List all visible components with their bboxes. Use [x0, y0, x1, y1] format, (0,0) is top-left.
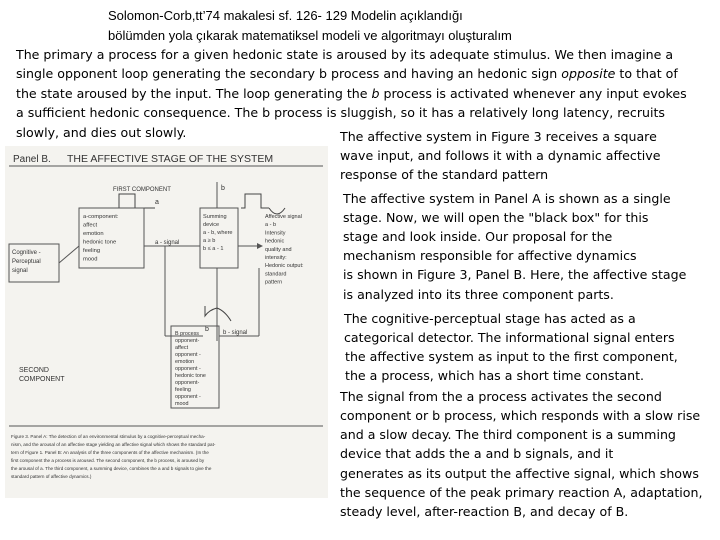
- header-line-2: bölümden yola çıkarak matematiksel modeli ve algoritmayı oluşturalım: [108, 28, 512, 43]
- bcomp-line: feeling: [175, 387, 191, 393]
- figure-diagram: [5, 146, 328, 498]
- b-signal-label: b - signal: [223, 330, 248, 336]
- bcomp-line: opponent -: [175, 394, 201, 400]
- right-text-line: the sequence of the peak primary reaction A, adaptation,: [340, 485, 703, 500]
- right-text-line: generates as its output the affective signal, which shows: [340, 466, 699, 481]
- caption-line: the arousal of a. The third component, a summing device, combines the a and b signals to give the: [11, 466, 212, 471]
- right-text-line: is analyzed into its three component parts.: [343, 287, 614, 302]
- bcomp-line: opponent -: [175, 366, 201, 372]
- right-text-line: the affective system as input to the first component,: [345, 349, 678, 364]
- right-text-line: wave input, and follows it with a dynamic affective: [340, 148, 661, 163]
- intro-line-1: The primary a process for a given hedonic state is aroused by its adequate stimulus. We then imagine a: [16, 47, 674, 62]
- aff-line: Intensity: [265, 230, 286, 237]
- right-text-line: categorical detector. The informational signal enters: [344, 330, 675, 345]
- right-text-line: stage. Now, we will open the "black box" for this: [343, 210, 649, 225]
- caption-line: standard pattern of affective dynamics.): [11, 474, 92, 479]
- panel-label: Panel B.: [13, 154, 51, 165]
- bcomp-line: B process: [175, 331, 199, 337]
- acomp-line: affect: [83, 222, 98, 229]
- a-component-box-text: [83, 214, 119, 263]
- aff-line: Hedonic output:: [265, 263, 304, 270]
- aff-line: hedonic: [265, 238, 285, 245]
- aff-line: quality and: [265, 246, 292, 253]
- aff-line: pattern: [265, 279, 283, 286]
- aff-line: Affective signal: [265, 214, 302, 220]
- right-text-line: device that adds the a and b signals, and it: [340, 446, 614, 461]
- intro-line-5: slowly, and dies out slowly.: [16, 124, 187, 140]
- bcomp-line: hedonic tone: [175, 373, 206, 379]
- aff-line: standard: [265, 271, 287, 278]
- caption-line: tern of Figure 1. Panel B: An analysis of the three components of the affective mechanism. (In the: [11, 450, 209, 455]
- first-component-label: FIRST COMPONENT: [113, 187, 171, 193]
- bcomp-line: opponent-: [175, 380, 200, 386]
- aff-line: a - b: [265, 222, 277, 229]
- b-mini-label-top: b: [221, 185, 225, 192]
- cog-line: Cognitive -: [12, 250, 41, 256]
- caption-line: Figure 3. Panel A: The detection of an environmental stimulus by a cognitive-perceptual mecha-: [11, 434, 206, 439]
- summ-line: a - b, where: [203, 230, 233, 236]
- header-line-1: Solomon-Corb,tt’74 makalesi sf. 126- 129 Modelin açıklandığı: [108, 8, 463, 23]
- bcomp-line: opponent -: [175, 352, 201, 358]
- affective-signal-text: [265, 214, 304, 286]
- acomp-line: mood: [83, 256, 98, 263]
- right-text-line: the a process, which has a short time constant.: [345, 368, 645, 383]
- bcomp-line: emotion: [175, 359, 195, 365]
- summ-line: a ≥ b: [203, 238, 216, 244]
- right-text-line: The cognitive-perceptual stage has acted as a: [344, 311, 636, 326]
- b-component-box-text: [175, 331, 206, 407]
- right-text-line: steady level, after-reaction B, and decay of B.: [340, 504, 629, 519]
- aff-line: intensity:: [265, 255, 287, 261]
- caption-line: nism, and the arousal of an affective stage yielding an affective signal which shows the standard pat-: [11, 442, 216, 447]
- figure-panel-b: [5, 146, 328, 498]
- summ-line: device: [203, 222, 220, 228]
- cog-line: Perceptual: [12, 259, 41, 265]
- right-text-line: component or b process, which responds with a slow rise: [340, 408, 701, 423]
- acomp-line: feeling: [83, 248, 101, 254]
- acomp-line: hedonic tone: [83, 239, 117, 246]
- intro-line-3: the state aroused by the input. The loop generating the b process is activated whenever any input evokes: [16, 85, 687, 101]
- right-text-line: The signal from the a process activates the second: [340, 389, 662, 404]
- right-text-line: mechanism responsible for affective dynamics: [343, 248, 637, 263]
- acomp-line: emotion: [83, 231, 104, 237]
- right-text-line: The affective system in Figure 3 receives a square: [340, 129, 657, 144]
- second-component-label: [19, 367, 65, 383]
- right-text-line: The affective system in Panel A is shown as a single: [343, 191, 671, 206]
- right-text-line: and a slow decay. The third component is a summing: [340, 427, 676, 442]
- summ-line: Summing: [203, 214, 227, 220]
- bcomp-line: opponent-: [175, 338, 200, 344]
- a-signal-mini-label: a: [155, 199, 159, 206]
- intro-line-4: a sufficient hedonic consequence. The b process is sluggish, so it has a relatively long latency, recruits: [16, 105, 665, 121]
- right-text-line: response of the standard pattern: [340, 167, 549, 182]
- cognitive-signal-box-text: [12, 250, 41, 274]
- summing-device-text: [203, 214, 233, 252]
- second-line: SECOND: [19, 367, 49, 374]
- right-text-line: is shown in Figure 3, Panel B. Here, the affective stage: [343, 267, 687, 282]
- intro-line-2: single opponent loop generating the secondary b process and having an hedonic sign opposite to that of: [16, 66, 678, 82]
- a-signal-label: a - signal: [155, 240, 180, 246]
- figure-caption: [11, 434, 216, 479]
- right-text-line: stage and look inside. Our proposal for the: [343, 229, 613, 244]
- cog-line: signal: [12, 268, 28, 274]
- bcomp-line: mood: [175, 401, 189, 407]
- b-label-bottom: b: [205, 326, 209, 333]
- acomp-line: a-component:: [83, 214, 119, 220]
- summ-line: b ≤ a - 1: [203, 246, 224, 252]
- second-line: COMPONENT: [19, 376, 65, 383]
- caption-line: first component the a process is aroused. The second component, the b process, is aroused by: [11, 458, 205, 463]
- bcomp-line: affect: [175, 345, 189, 351]
- figure-title: THE AFFECTIVE STAGE OF THE SYSTEM: [67, 153, 274, 165]
